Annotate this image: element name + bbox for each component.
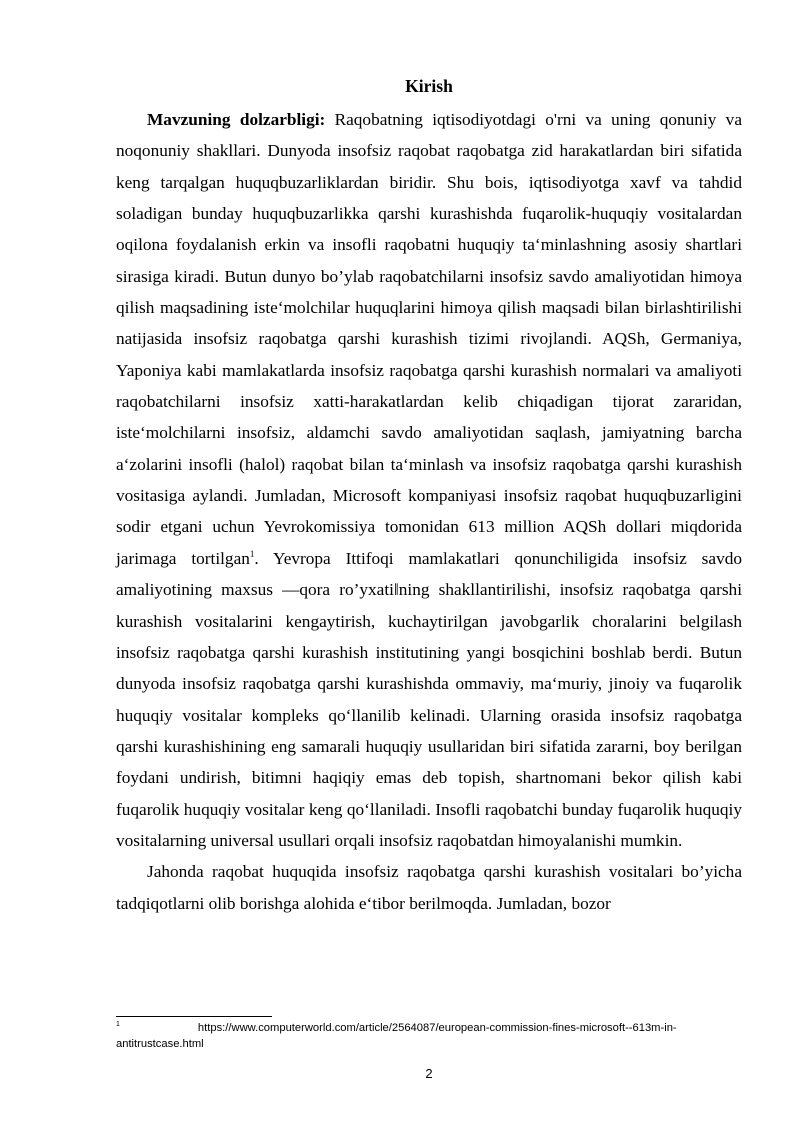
paragraph-text-b: . Yevropa Ittifoqi mamlakatlari qonunchiligida insofsiz savdo amaliyotining maxsus ―qora ro’yxati‖ning shakllantirilishi, insofsiz raqobatga qarshi kurashish vositalarini kengaytirish, kuchaytirilgan javobgarlik choralarini belgilash insofsiz raqobatga qarshi kurashish institutining yangi bosqichini boshlab berdi. Butun dunyoda insofsiz raqobatga qarshi kurashishda ommaviy, ma‘muriy, jinoiy va fuqarolik huquqiy vositalar kompleks qo‘llanilib kelinadi. Ularning orasida insofsiz raqobatga qarshi kurashishining eng samarali huquqiy usullaridan biri sifatida zararni, boy berilgan foydani undirish, bitimni haqiqiy emas deb topish, shartnomani bekor qilish kabi fuqarolik huquqiy vositalar keng qo‘llaniladi. Insofli raqobatchi bunday fuqarolik huquqiy vositalarning universal usullari orqali insofsiz raqobatdan himoyalanishi mumkin. <box>116 548 743 850</box>
paragraph-text-a: Raqobatning iqtisodiyotdagi o'rni va uning qonuniy va noqonuniy shakllari. Dunyoda insofsiz raqobat raqobatga zid harakatlardan biri sifatida keng tarqalgan huquqbuzarliklardan biridir. Shu bois, iqtisodiyotga xavf va tahdid soladigan bunday huquqbuzarlikka qarshi kurashishda fuqarolik-huquqiy vositalardan oqilona foydalanish erkin va insofli raqobatni huquqiy ta‘minlashning asosiy shartlari sirasiga kiradi. Butun dunyo bo’ylab raqobatchilarni insofsiz savdo amaliyotidan himoya qilish maqsadining iste‘molchilar huquqlarini himoya qilish maqsadi bilan birlashtirilishi natijasida insofsiz raqobatga qarshi kurashish tizimi rivojlandi. AQSh, Germaniya, Yaponiya kabi mamlakatlarda insofsiz raqobatga qarshi kurashish normalari va amaliyoti raqobatchilarni insofsiz xatti-harakatlardan kelib chiqadigan tijorat zararidan, iste‘molchilarni insofsiz, aldamchi savdo amaliyotidan saqlash, jamiyatning barcha a‘zolarini insofli (halol) raqobat bilan ta‘minlash va insofsiz raqobatga qarshi kurashish vositasiga aylandi. Jumladan, Microsoft kompaniyasi insofsiz raqobat huquqbuzarligini sodir etgani uchun Yevrokomissiya tomonidan 613 million AQSh dollari miqdorida jarimaga tortilgan <box>116 110 742 568</box>
body-text <box>116 104 742 919</box>
footnote <box>116 1020 742 1052</box>
section-title: Kirish <box>405 76 453 96</box>
footnote-reference[interactable]: 1 <box>249 549 255 560</box>
paragraph-lead: Mavzuning dolzarbligi: <box>147 110 326 129</box>
footnote-link[interactable]: https://www.computerworld.com/article/2564087/european-commission-fines-microsoft--613m-in-antitrustcase.html <box>116 1022 677 1050</box>
footnote-mark: 1 <box>116 1021 120 1029</box>
footnote-separator <box>116 1016 272 1017</box>
paragraph-relevance <box>116 104 742 856</box>
page-number: 2 <box>425 1066 433 1081</box>
paragraph-research: Jahonda raqobat huquqida insofsiz raqobatga qarshi kurashish vositalari bo’yicha tadqiqotlarni olib borishga alohida e‘tibor berilmoqda. Jumladan, bozor <box>116 862 742 913</box>
